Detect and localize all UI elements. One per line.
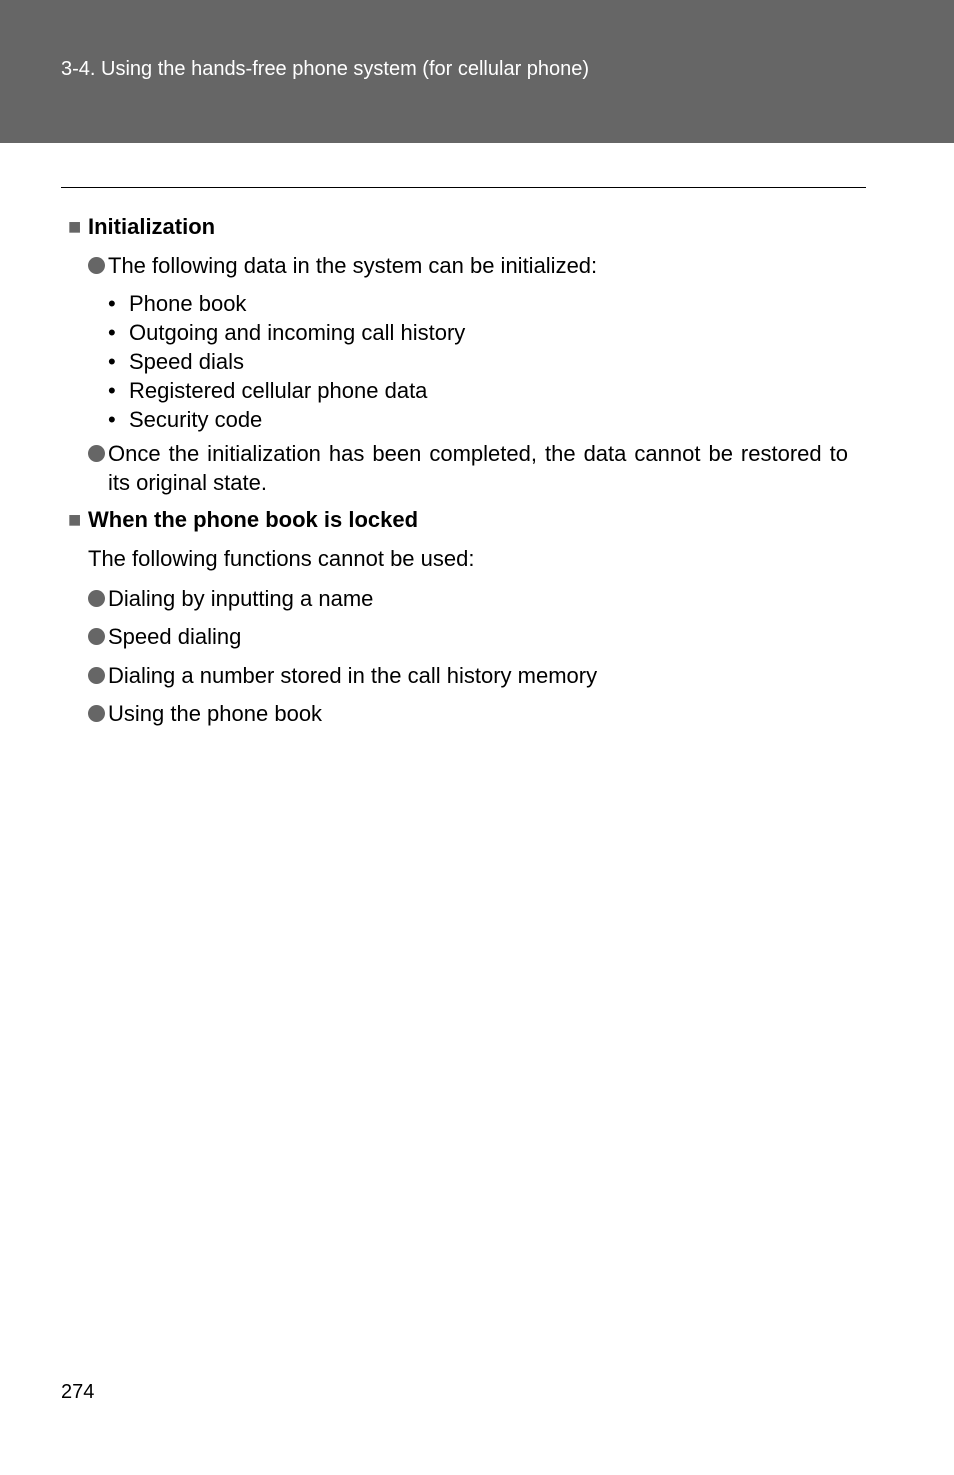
list-item: Dialing by inputting a name (88, 584, 848, 613)
square-icon: ■ (68, 214, 82, 239)
section-heading: Initialization (88, 214, 216, 239)
list-item: • Registered cellular phone data (108, 378, 428, 403)
bullet-text: The following data in the system can be initialized: (108, 253, 598, 278)
bullet-intro (88, 251, 848, 280)
dot-bullet: • (108, 349, 116, 374)
header-divider (61, 187, 866, 188)
list-item: Using the phone book (88, 699, 848, 728)
section-initialization (68, 214, 858, 240)
list-item: Dialing a number stored in the call history memory (88, 661, 848, 690)
bullet-text: Once the initialization has been completed, the data cannot be restored to its original state. (108, 441, 848, 495)
header-band (0, 0, 954, 143)
section-heading: When the phone book is locked (88, 507, 419, 532)
list-item: • Security code (108, 407, 263, 432)
section-intro: The following functions cannot be used: (88, 546, 475, 571)
dot-bullet: • (108, 407, 116, 432)
square-icon: ■ (68, 507, 82, 532)
dot-bullet: • (108, 320, 116, 345)
list-item: • Phone book (108, 291, 247, 316)
dot-bullet: • (108, 291, 116, 316)
circle-bullet-icon (88, 705, 105, 722)
dot-bullet: • (108, 378, 116, 403)
list-item: Speed dialing (88, 622, 848, 651)
chapter-title: 3-4. Using the hands-free phone system (for cellular phone) (61, 58, 590, 80)
circle-bullet-icon (88, 445, 105, 462)
page-number: 274 (61, 1381, 95, 1403)
circle-bullet-icon (88, 667, 105, 684)
bullet-note (88, 439, 848, 497)
circle-bullet-icon (88, 590, 105, 607)
circle-bullet-icon (88, 628, 105, 645)
circle-bullet-icon (88, 257, 105, 274)
list-item: • Speed dials (108, 349, 244, 374)
list-item: • Outgoing and incoming call history (108, 320, 466, 345)
section-phone-book-locked (68, 507, 858, 533)
